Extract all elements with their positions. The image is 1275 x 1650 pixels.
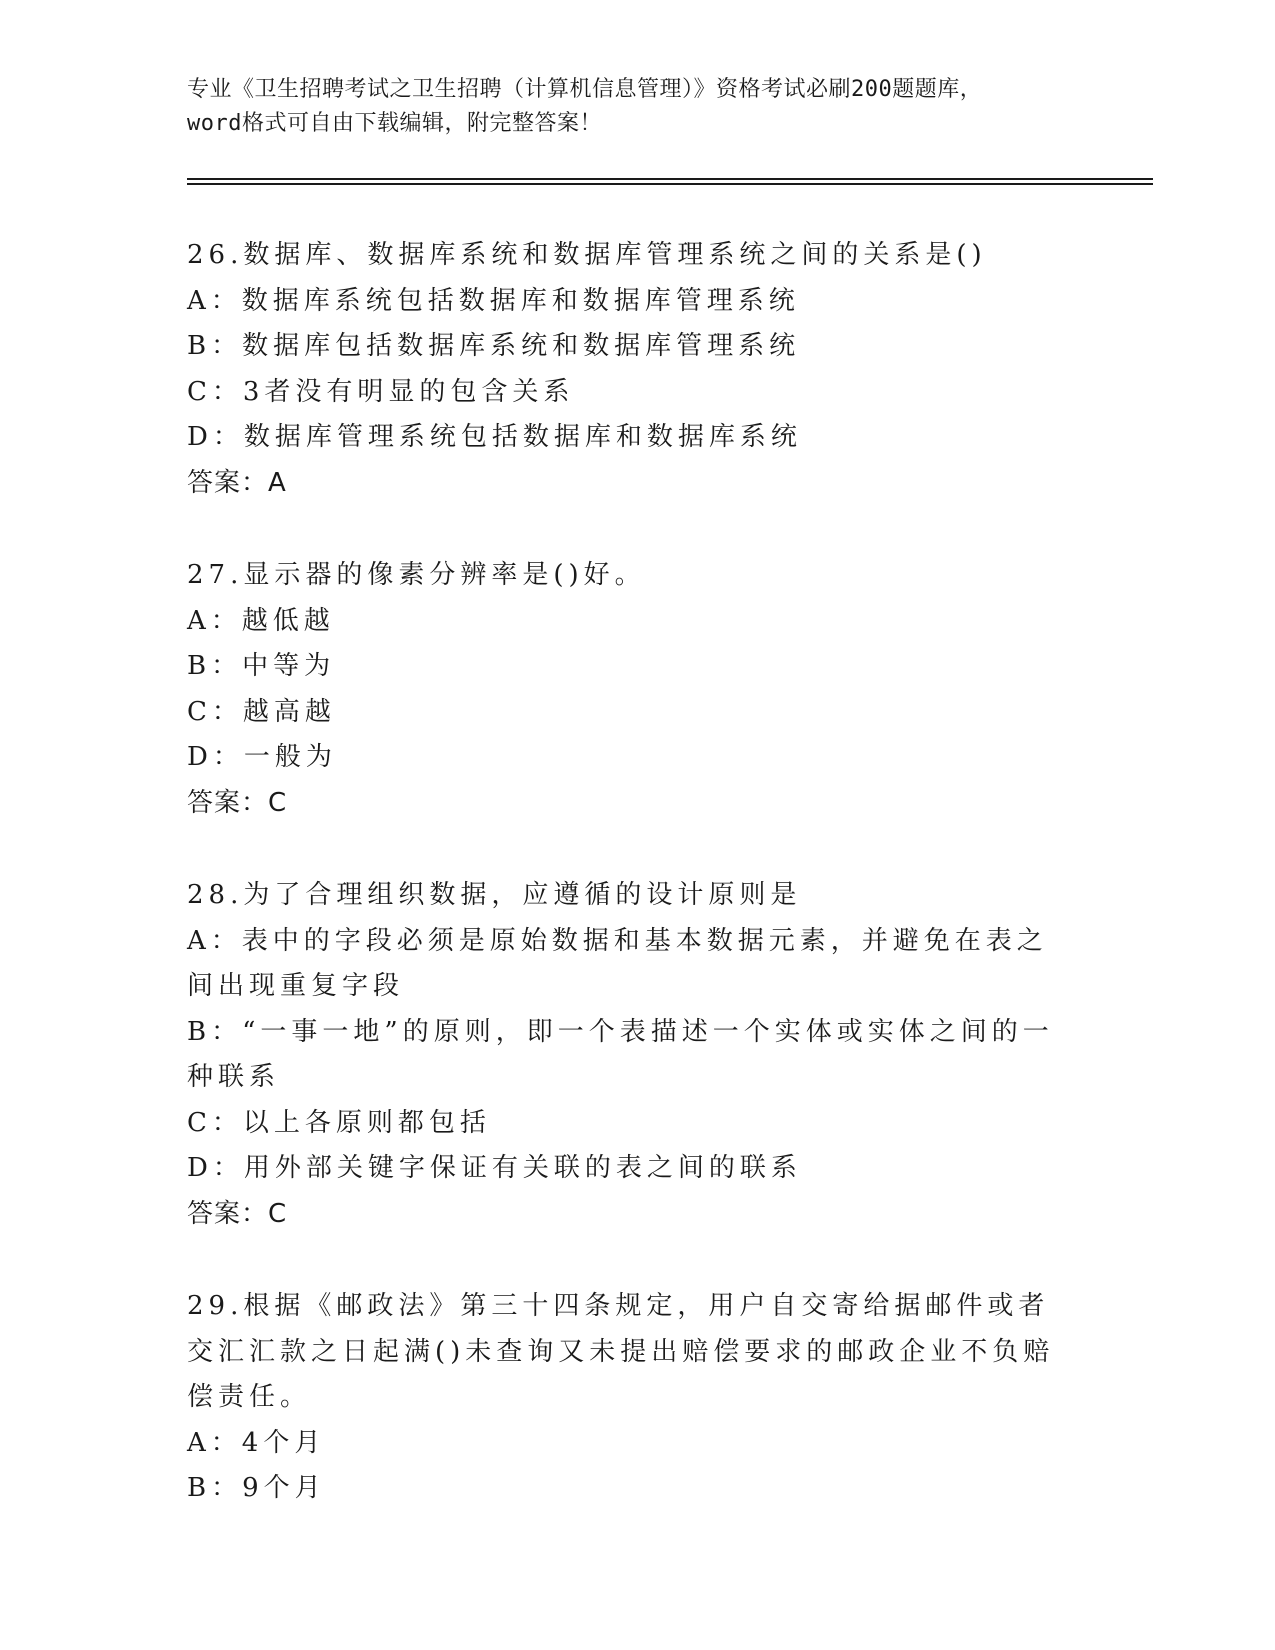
- option-b: B：“一事一地”的原则，即一个表描述一个实体或实体之间的一种联系: [187, 1016, 1054, 1092]
- question-26: [187, 233, 1067, 506]
- option-b: B：中等为: [187, 651, 336, 681]
- option-c: C：以上各原则都包括: [187, 1107, 491, 1138]
- option-a: A：表中的字段必须是原始数据和基本数据元素，并避免在表之间出现重复字段: [187, 925, 1048, 1001]
- answer-label: 答案：C: [187, 1198, 288, 1229]
- answer-label: 答案：C: [187, 787, 288, 818]
- option-a: A：越低越: [187, 605, 335, 636]
- option-d: D：用外部关键字保证有关联的表之间的联系: [187, 1153, 802, 1183]
- option-d: D：数据库管理系统包括数据库和数据库系统: [187, 422, 802, 452]
- question-text: 27.显示器的像素分辨率是()好。: [187, 560, 646, 590]
- question-27: [187, 553, 1067, 826]
- option-b: B：9个月: [187, 1473, 326, 1503]
- header-line-1: 专业《卫生招聘考试之卫生招聘（计算机信息管理）》资格考试必刷200题题库，: [187, 77, 983, 102]
- question-text: 29.根据《邮政法》第三十四条规定，用户自交寄给据邮件或者交汇汇款之日起满()未查询又未提出赔偿要求的邮政企业不负赔偿责任。: [187, 1291, 1055, 1412]
- header-divider-top: [187, 178, 1153, 180]
- option-a: A：4个月: [187, 1427, 326, 1458]
- question-28: [187, 873, 1067, 1237]
- question-list: [187, 233, 1067, 1559]
- header-divider-bottom: [187, 183, 1153, 185]
- option-b: B：数据库包括数据库系统和数据库管理系统: [187, 331, 801, 361]
- question-text: 28.为了合理组织数据，应遵循的设计原则是: [187, 880, 802, 910]
- question-29: [187, 1284, 1067, 1512]
- answer-label: 答案：A: [187, 467, 287, 498]
- option-a: A：数据库系统包括数据库和数据库管理系统: [187, 285, 800, 316]
- option-c: C：3者没有明显的包含关系: [187, 376, 575, 407]
- option-c: C：越高越: [187, 696, 336, 727]
- document-header: [187, 73, 1067, 141]
- question-text: 26.数据库、数据库系统和数据库管理系统之间的关系是(): [187, 240, 987, 270]
- option-d: D：一般为: [187, 742, 337, 772]
- header-line-2: word格式可自由下载编辑，附完整答案！: [187, 111, 602, 136]
